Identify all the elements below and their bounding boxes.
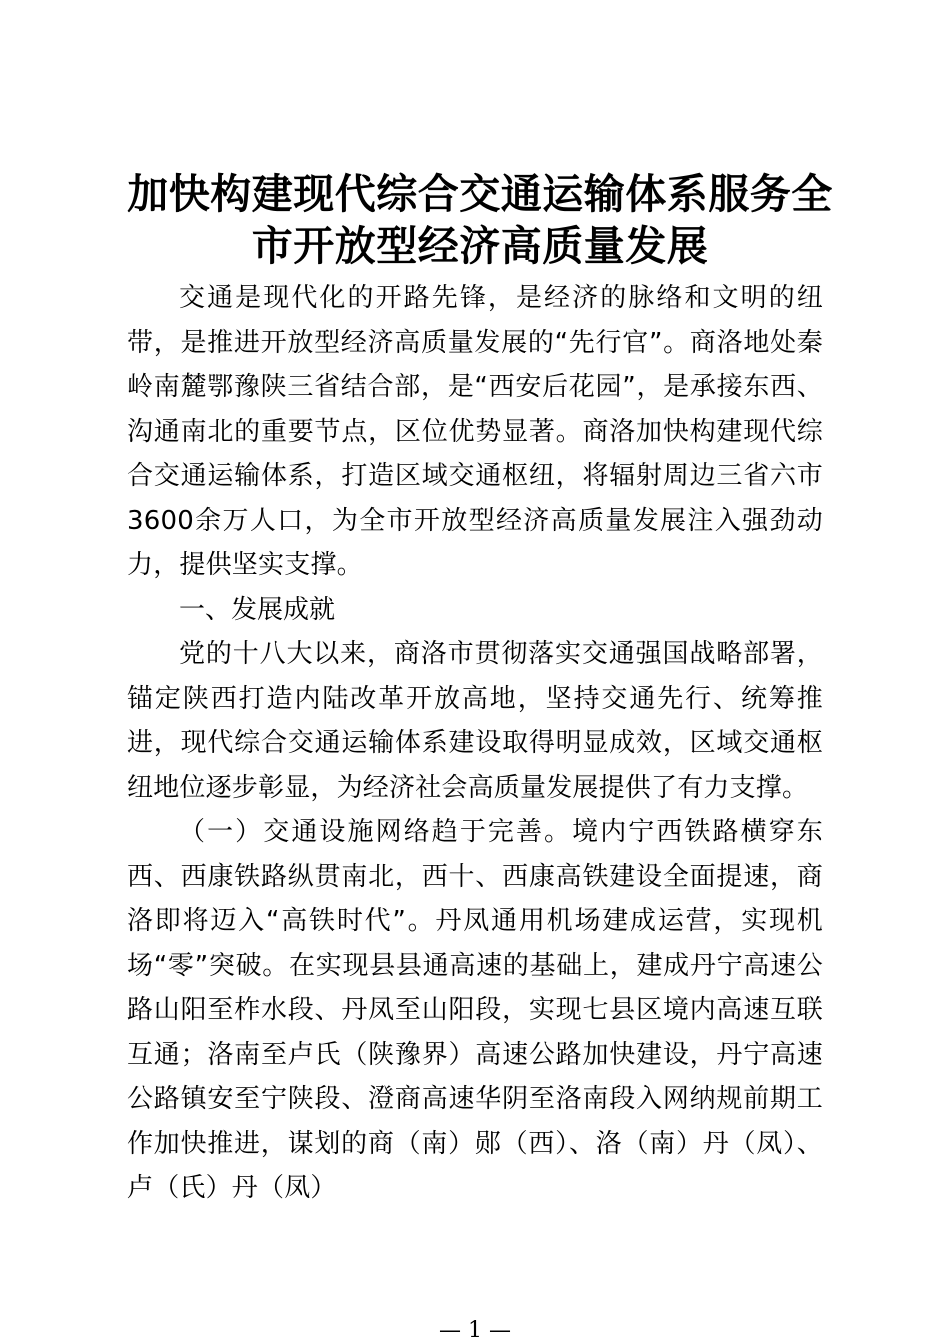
transport-network-paragraph: （一）交通设施网络趋于完善。境内宁西铁路横穿东西、西康铁路纵贯南北，西十、西康高铁建设全面提速，商洛即将迈入“高铁时代”。丹凤通用机场建成运营，实现机场“零”突破。在实现县县通高速的基础上，建成丹宁高速公路山阳至柞水段、丹凤至山阳段，实现七县区境内高速互联互通；洛南至卢氏（陕豫界）高速公路加快建设，丹宁高速公路镇安至宁陕段、澄商高速华阴至洛南段入网纳规前期工作加快推进，谋划的商（南）郧（西）、洛（南）丹（凤）、卢（氏）丹（凤） [127, 817, 823, 1203]
document-body [127, 276, 823, 1211]
section-heading-achievements: 一、发展成就 [179, 594, 336, 625]
title-line-1: 加快构建现代综合交通运输体系服务全 [127, 170, 833, 218]
intro-paragraph: 交通是现代化的开路先锋，是经济的脉络和文明的纽带，是推进开放型经济高质量发展的“先行官”。商洛地处秦岭南麓鄂豫陕三省结合部，是“西安后花园”，是承接东西、沟通南北的重要节点，区位优势显著。商洛加快构建现代综合交通运输体系，打造区域交通枢纽，将辐射周边三省六市3600余万人口，为全市开放型经济高质量发展注入强劲动力，提供坚实支撑。 [127, 283, 823, 580]
title-line-2: 市开放型经济高质量发展 [251, 222, 709, 270]
page-number: — 1 — [439, 1318, 511, 1343]
document-title [120, 168, 840, 272]
achievements-paragraph: 党的十八大以来，商洛市贯彻落实交通强国战略部署，锚定陕西打造内陆改革开放高地，坚持交通先行、统筹推进，现代综合交通运输体系建设取得明显成效，区域交通枢纽地位逐步彰显，为经济社会高质量发展提供了有力支撑。 [127, 639, 823, 803]
